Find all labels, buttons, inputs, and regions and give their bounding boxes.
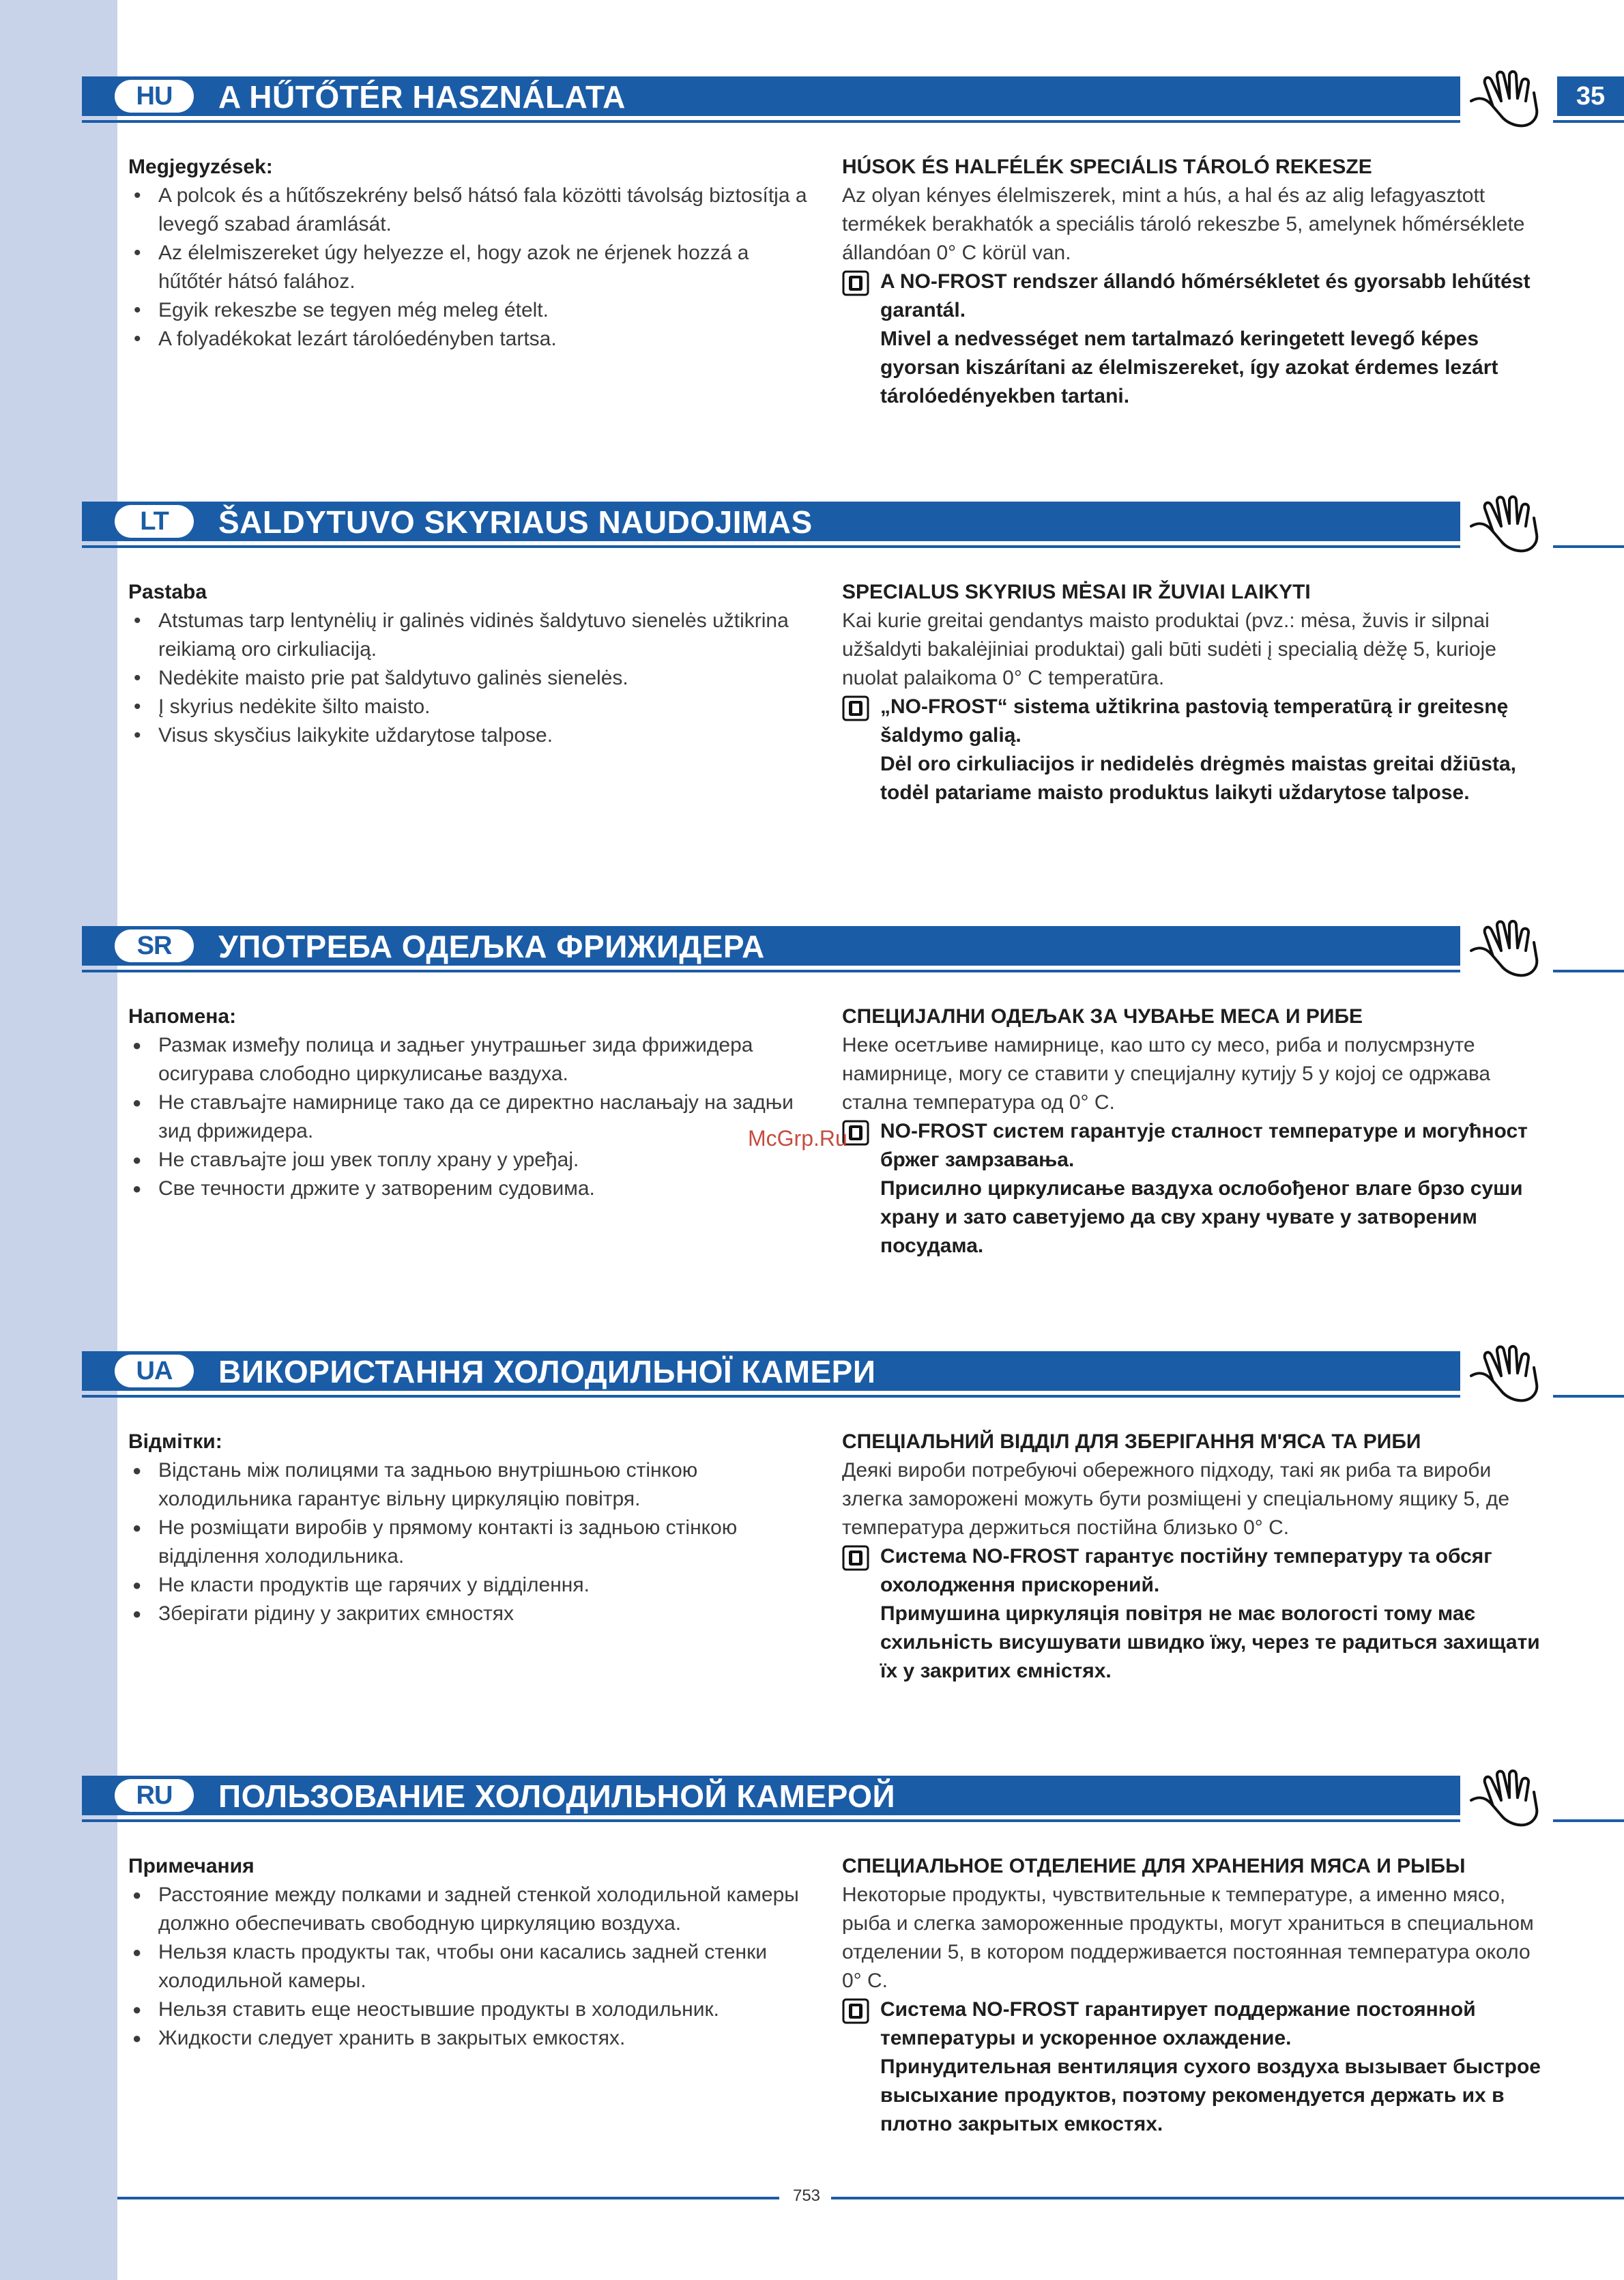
list-item: ● Не розміщати виробів у прямому контакті із задньою стінкою відділення холодильника. — [128, 1514, 811, 1571]
section-header — [82, 926, 1624, 979]
special-column — [842, 1002, 1552, 1260]
hand-icon — [1460, 68, 1553, 135]
hand-icon — [1460, 918, 1553, 985]
info-book-icon — [842, 270, 869, 296]
list-item: • Nedėkite maisto prie pat šaldytuvo galinės sienelės. — [128, 664, 811, 693]
list-item: • Į skyrius nedėkite šilto maisto. — [128, 693, 811, 721]
list-item: • Atstumas tarp lentynėlių ir galinės vidinės šaldytuvo sienelės užtikrina reikiamą oro cirkuliaciją. — [128, 607, 811, 664]
list-item: ● Не стављајте намирнице тако да се директно наслањају на задњи зид фрижидера. — [128, 1088, 811, 1146]
list-item: ● Нельзя ставить еще неостывшие продукты в холодильник. — [128, 1995, 811, 2024]
section-title: A HŰTŐTÉR HASZNÁLATA — [218, 79, 626, 115]
special-text: Kai kurie greitai gendantys maisto produktai (pvz.: mėsa, žuvis ir silpnai užšaldyti bakalėjiniai produktai) gali būti sudėti į specialią dėžę 5, kurioje nuolat palaikoma 0° C temperatūra. — [842, 609, 1496, 689]
list-item: • Az élelmiszereket úgy helyezze el, hogy azok ne érjenek hozzá a hűtőtér hátsó falához. — [128, 239, 811, 296]
list-item: ● Нельзя класть продукты так, чтобы они касались задней стенки холодильной камеры. — [128, 1938, 811, 1995]
special-column — [842, 578, 1552, 807]
language-badge: SR — [115, 929, 194, 962]
section-header — [82, 76, 1624, 130]
page-number: 35 — [1557, 76, 1624, 116]
nofrost-note: Система NO-FROST гарантирует поддержание постоянной температуры и ускоренное охлаждение. Принудительная вентиляция сухого воздуха вызывает быстрое высыхание продуктов, поэтому рекомендуется держать их в плотно закрытых емкостях. — [842, 1995, 1552, 2139]
special-text: Некоторые продукты, чувствительные к температуре, а именно мясо, рыба и слегка замороженные продукты, могут храниться в специальном отделении 5, в котором поддерживается постоянная температура около 0° С. — [842, 1884, 1534, 1992]
special-text: Неке осетљиве намирнице, као што су месо, риба и полусмрзнуте намирнице, могу се ставити у специјалну кутију 5 у којој се одржава стална температура од 0° С. — [842, 1034, 1491, 1114]
section-header — [82, 502, 1624, 555]
special-title: СПЕЦІАЛЬНИЙ ВІДДІЛ ДЛЯ ЗБЕРІГАННЯ М'ЯСА ТА РИБИ — [842, 1430, 1421, 1453]
notes-title: Megjegyzések: — [128, 156, 273, 178]
footer-rule — [117, 2197, 779, 2199]
special-title: HÚSOK ÉS HALFÉLÉK SPECIÁLIS TÁROLÓ REKESZE — [842, 156, 1372, 178]
notes-column — [128, 1852, 811, 2053]
nofrost-note: A NO-FROST rendszer állandó hőmérsékletet és gyorsabb lehűtést garantál. Mivel a nedvességet nem tartalmazó keringetett levegő képes gyorsan kiszárítani az élelmiszereket, így azokat érdemes lezárt tárolóedényekben tartani. — [842, 268, 1552, 411]
list-item: ● Све течности држите у затвореним судовима. — [128, 1174, 811, 1203]
section-header — [82, 1351, 1624, 1404]
section-title: ŠALDYTUVO SKYRIAUS NAUDOJIMAS — [218, 504, 813, 540]
language-badge: LT — [115, 505, 194, 538]
nofrost-note: NO-FROST систем гарантује сталност температуре и могућност бржег замрзавања. Присилно циркулисање ваздуха ослобођеног влаге брзо суши храну и зато саветујемо да сву храну чувате у затвореним посудама. — [842, 1117, 1552, 1260]
special-title: СПЕЦИЈАЛНИ ОДЕЉАК ЗА ЧУВАЊЕ МЕСА И РИБЕ — [842, 1005, 1363, 1028]
nofrost-note: Система NO-FROST гарантує постійну температуру та обсяг охолодження прискорений. Примушина циркуляція повітря не має вологості тому має схильність висушувати швидко їжу, через те радиться захищати їх у закритих ємністях. — [842, 1542, 1552, 1686]
list-item: ● Не класти продуктів ще гарячих у відділення. — [128, 1571, 811, 1600]
section-title: УПОТРЕБА ОДЕЉКА ФРИЖИДЕРА — [218, 929, 765, 964]
special-column — [842, 1852, 1552, 2139]
notes-title: Pastaba — [128, 581, 207, 603]
notes-column — [128, 1002, 811, 1203]
special-text: Az olyan kényes élelmiszerek, mint a hús, a hal és az alig lefagyasztott termékek berakhatók a speciális tároló rekeszbe 5, amelynek hőmérséklete állandóan 0° C körül van. — [842, 184, 1525, 264]
special-title: SPECIALUS SKYRIUS MĖSAI IR ŽUVIAI LAIKYTI — [842, 581, 1311, 603]
section-title: ВИКОРИСТАННЯ ХОЛОДИЛЬНОЇ КАМЕРИ — [218, 1354, 876, 1389]
left-margin-stripe — [0, 0, 117, 2280]
special-column — [842, 1428, 1552, 1686]
watermark: McGrp.Ru — [748, 1126, 847, 1151]
section-title: ПОЛЬЗОВАНИЕ ХОЛОДИЛЬНОЙ КАМЕРОЙ — [218, 1778, 896, 1814]
list-item: ● Жидкости следует хранить в закрытых емкостях. — [128, 2024, 811, 2053]
list-item: ● Не стављајте још увек топлу храну у уређај. — [128, 1146, 811, 1174]
language-badge: HU — [115, 80, 194, 113]
info-book-icon — [842, 695, 869, 721]
hand-icon — [1460, 1343, 1553, 1410]
nofrost-note: „NO-FROST“ sistema užtikrina pastovią temperatūrą ir greitesnę šaldymo galią. Dėl oro cirkuliacijos ir nedidelės drėgmės maistas greitai džiūsta, todėl patariame maisto produktus laikyti uždarytose talpose. — [842, 693, 1552, 807]
language-badge: RU — [115, 1779, 194, 1812]
footer-rule — [831, 2197, 1624, 2199]
list-item: • Egyik rekeszbe se tegyen még meleg ételt. — [128, 296, 811, 325]
special-text: Деякі вироби потребуючі обережного підходу, такі як риба та вироби злегка заморожені можуть бути розміщені у спеціальному ящику 5, де температура держиться постійна близько 0° С. — [842, 1459, 1510, 1539]
hand-icon — [1460, 1767, 1553, 1834]
notes-column — [128, 578, 811, 750]
section-header — [82, 1776, 1624, 1829]
notes-title: Відмітки: — [128, 1430, 222, 1453]
notes-title: Примечания — [128, 1855, 255, 1877]
info-book-icon — [842, 1998, 869, 2024]
list-item: • A folyadékokat lezárt tárolóedényben tartsa. — [128, 325, 811, 353]
list-item: ● Відстань між полицями та задньою внутрішньою стінкою холодильника гарантує вільну циркуляцію повітря. — [128, 1456, 811, 1514]
special-column — [842, 153, 1552, 411]
notes-column — [128, 1428, 811, 1628]
list-item: ● Размак између полица и задњег унутрашњег зида фрижидера осигурава слободно циркулисање ваздуха. — [128, 1031, 811, 1088]
list-item: ● Расстояние между полками и задней стенкой холодильной камеры должно обеспечивать свободную циркуляцию воздуха. — [128, 1881, 811, 1938]
info-book-icon — [842, 1545, 869, 1571]
notes-column — [128, 153, 811, 353]
hand-icon — [1460, 493, 1553, 560]
footer-page-number: 753 — [792, 2187, 821, 2205]
notes-title: Напомена: — [128, 1005, 237, 1028]
language-badge: UA — [115, 1355, 194, 1387]
list-item: ● Зберігати рідину у закритих ємностях — [128, 1600, 811, 1628]
list-item: • Visus skysčius laikykite uždarytose talpose. — [128, 721, 811, 750]
special-title: СПЕЦИАЛЬНОЕ ОТДЕЛЕНИЕ ДЛЯ ХРАНЕНИЯ МЯСА И РЫБЫ — [842, 1855, 1466, 1877]
list-item: • A polcok és a hűtőszekrény belső hátsó fala közötti távolság biztosítja a levegő szabad áramlását. — [128, 182, 811, 239]
